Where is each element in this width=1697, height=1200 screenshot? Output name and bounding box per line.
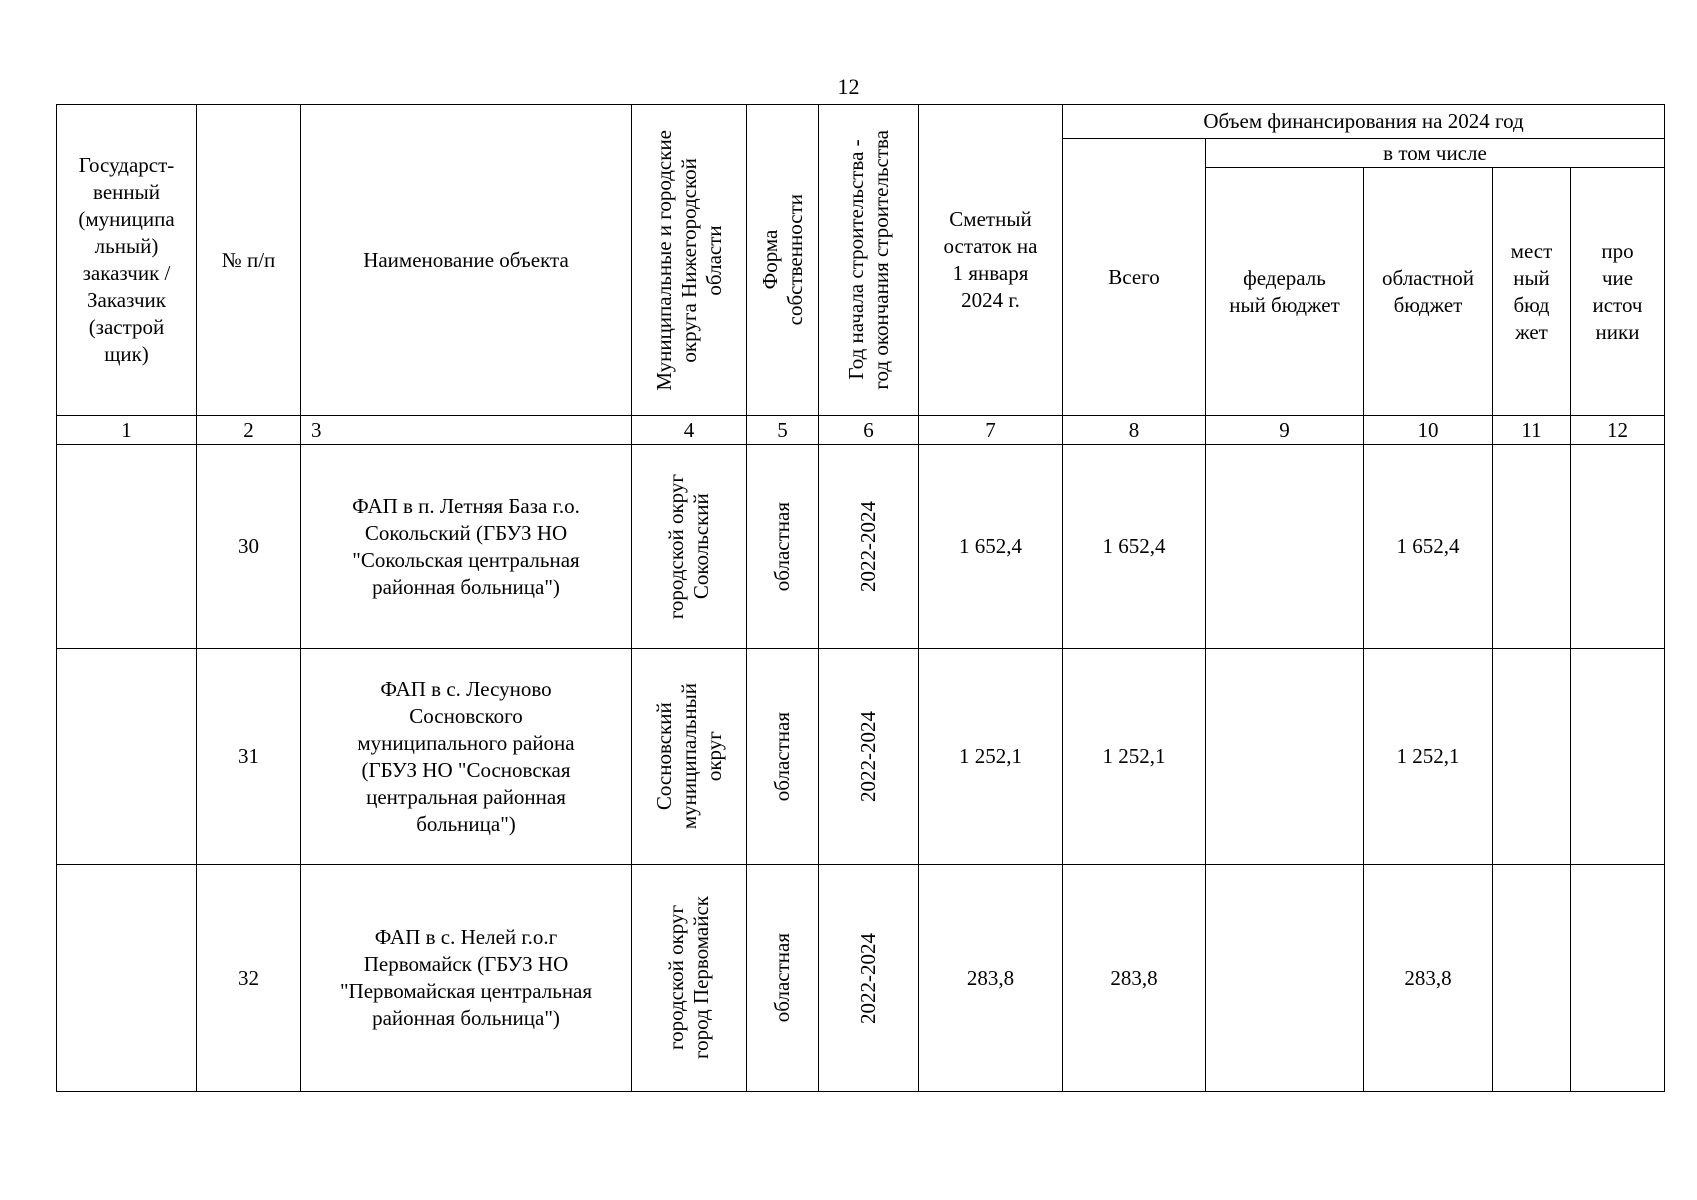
cell-ownership-text: областная (770, 711, 794, 802)
cell-ownership (747, 865, 819, 1092)
cell-object-name: ФАП в с. Лесуново Сосновского муниципального района (ГБУЗ НО "Сосновская центральная районная больница") (301, 649, 632, 865)
header-ownership (747, 105, 819, 416)
header-regional: областной бюджет (1364, 168, 1493, 416)
cell-regional: 1 652,4 (1364, 445, 1493, 649)
column-number: 1 (57, 416, 197, 445)
column-number: 10 (1364, 416, 1493, 445)
financing-table (56, 104, 1665, 1092)
header-other: про чие источ ники (1571, 168, 1665, 416)
header-number: № п/п (197, 105, 301, 416)
cell-municipality (632, 649, 747, 865)
cell-federal (1206, 865, 1364, 1092)
header-financing-group: Объем финансирования на 2024 год (1063, 105, 1665, 139)
header-municipality-text: Муниципальные и городские округа Нижегородской области (651, 129, 726, 391)
header-federal: федераль ный бюджет (1206, 168, 1364, 416)
column-number: 9 (1206, 416, 1364, 445)
cell-municipality (632, 445, 747, 649)
cell-regional: 1 252,1 (1364, 649, 1493, 865)
page-number: 12 (837, 74, 860, 99)
header-ownership-text: Форма собственности (757, 194, 807, 326)
cell-total: 1 252,1 (1063, 649, 1206, 865)
header-years (819, 105, 919, 416)
cell-estimate-balance: 1 652,4 (919, 445, 1063, 649)
cell-ownership-text: областная (770, 501, 794, 592)
cell-years (819, 649, 919, 865)
column-number: 4 (632, 416, 747, 445)
column-number: 5 (747, 416, 819, 445)
cell-local (1493, 445, 1571, 649)
cell-customer (57, 445, 197, 649)
header-object-name: Наименование объекта (301, 105, 632, 416)
table-row (57, 445, 1665, 649)
cell-number: 32 (197, 865, 301, 1092)
cell-ownership-text: областная (770, 933, 794, 1023)
cell-regional: 283,8 (1364, 865, 1493, 1092)
header-years-text: Год начала строительства - год окончания строительства (843, 130, 893, 390)
column-number: 7 (919, 416, 1063, 445)
cell-years (819, 445, 919, 649)
cell-municipality-text: Сосновский муниципальный округ (651, 683, 726, 830)
header-including: в том числе (1206, 139, 1665, 168)
cell-federal (1206, 649, 1364, 865)
cell-customer (57, 649, 197, 865)
table-row (57, 649, 1665, 865)
cell-years (819, 865, 919, 1092)
cell-municipality (632, 865, 747, 1092)
cell-total: 283,8 (1063, 865, 1206, 1092)
cell-municipality-text: городской округ город Первомайск (664, 896, 713, 1060)
cell-object-name: ФАП в с. Нелей г.о.г Первомайск (ГБУЗ НО "Первомайская центральная районная больница") (301, 865, 632, 1092)
header-municipality (632, 105, 747, 416)
column-number: 6 (819, 416, 919, 445)
cell-other (1571, 649, 1665, 865)
header-customer: Государст- венный (муниципа льный) заказчик / Заказчик (застрой щик) (57, 105, 197, 416)
cell-number: 31 (197, 649, 301, 865)
cell-years-text: 2022-2024 (856, 501, 880, 592)
cell-local (1493, 865, 1571, 1092)
column-number: 2 (197, 416, 301, 445)
header-estimate-balance: Сметный остаток на 1 января 2024 г. (919, 105, 1063, 416)
cell-estimate-balance: 1 252,1 (919, 649, 1063, 865)
cell-municipality-text: городской округ Сокольский (664, 473, 713, 620)
cell-total: 1 652,4 (1063, 445, 1206, 649)
cell-federal (1206, 445, 1364, 649)
header-total: Всего (1063, 139, 1206, 416)
column-number: 12 (1571, 416, 1665, 445)
cell-other (1571, 865, 1665, 1092)
table-row (57, 865, 1665, 1092)
column-number: 11 (1493, 416, 1571, 445)
header-local: мест ный бюд жет (1493, 168, 1571, 416)
cell-years-text: 2022-2024 (856, 711, 880, 802)
cell-years-text: 2022-2024 (856, 932, 880, 1024)
cell-number: 30 (197, 445, 301, 649)
column-number: 8 (1063, 416, 1206, 445)
cell-ownership (747, 649, 819, 865)
cell-estimate-balance: 283,8 (919, 865, 1063, 1092)
cell-object-name: ФАП в п. Летняя База г.о. Сокольский (ГБУЗ НО "Сокольская центральная районная больница") (301, 445, 632, 649)
cell-local (1493, 649, 1571, 865)
column-number-row (57, 416, 1665, 445)
cell-ownership (747, 445, 819, 649)
cell-customer (57, 865, 197, 1092)
column-number: 3 (301, 416, 632, 445)
cell-other (1571, 445, 1665, 649)
